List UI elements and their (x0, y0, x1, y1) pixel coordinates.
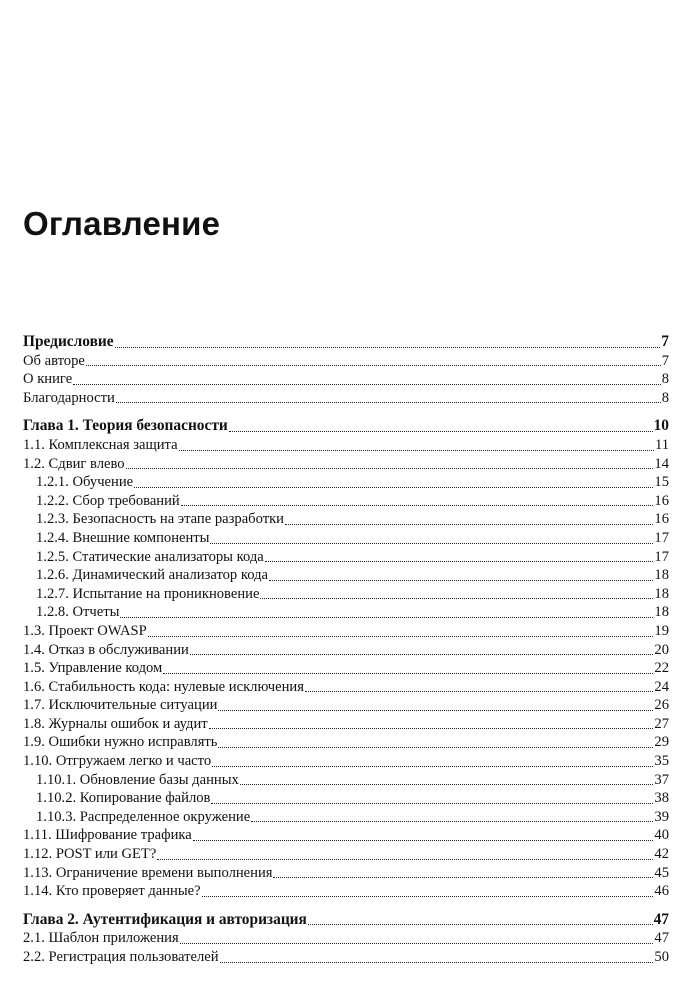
dot-leader (193, 840, 654, 841)
toc-entry[interactable] (23, 641, 669, 660)
toc-group (23, 911, 669, 967)
toc-entry[interactable] (23, 585, 669, 604)
toc-entry-page-number: 8 (661, 389, 669, 406)
toc-entry-page-number: 19 (654, 622, 669, 639)
toc-group (23, 333, 669, 407)
dot-leader (209, 728, 654, 729)
dot-leader (180, 943, 654, 944)
dot-leader (211, 803, 653, 804)
toc-chapter-entry[interactable] (23, 417, 669, 436)
toc-entry-page-number: 26 (654, 697, 669, 714)
toc-entry-label: 1.2.4. Внешние компоненты (36, 529, 210, 546)
toc-entry[interactable] (23, 389, 669, 408)
toc-entry-label: 1.6. Стабильность кода: нулевые исключения (23, 678, 304, 695)
toc-entry[interactable] (23, 929, 669, 948)
toc-entry-label: 2.1. Шаблон приложения (23, 930, 179, 947)
dot-leader (202, 896, 654, 897)
toc-entry-page-number: 16 (654, 492, 669, 509)
toc-entry-page-number: 20 (654, 641, 669, 658)
toc-entry-label: 1.9. Ошибки нужно исправлять (23, 734, 218, 751)
toc-entry[interactable] (23, 948, 669, 967)
dot-leader (73, 384, 661, 385)
toc-entry-label: 1.7. Исключительные ситуации (23, 697, 218, 714)
toc-entry-page-number: 47 (653, 910, 669, 928)
toc-entry-page-number: 22 (654, 660, 669, 677)
toc-entry-page-number: 7 (661, 352, 669, 369)
toc-entry-label: 1.10. Отгружаем легко и часто (23, 753, 212, 770)
toc-entry-label: 1.2.3. Безопасность на этапе разработки (36, 511, 284, 528)
dot-leader (126, 468, 654, 469)
toc-entry[interactable] (23, 473, 669, 492)
toc-entry-page-number: 39 (654, 808, 669, 825)
toc-entry[interactable] (23, 752, 669, 771)
dot-leader (220, 962, 654, 963)
toc-entry-label: 2.2. Регистрация пользователей (23, 949, 219, 965)
toc-entry-label: Предисловие (23, 333, 114, 350)
toc-entry-label: 1.2. Сдвиг влево (23, 455, 125, 472)
toc-entry-page-number: 18 (654, 604, 669, 621)
dot-leader (86, 365, 661, 366)
toc-entry[interactable] (23, 548, 669, 567)
dot-leader (251, 821, 653, 822)
toc-entry[interactable] (23, 845, 669, 864)
toc-entry[interactable] (23, 882, 669, 901)
toc-entry-page-number: 40 (654, 827, 669, 844)
toc-entry[interactable] (23, 696, 669, 715)
toc-entry[interactable] (23, 603, 669, 622)
dot-leader (116, 402, 661, 403)
toc-entry-page-number: 47 (654, 930, 669, 947)
toc-entry-page-number: 17 (654, 529, 669, 546)
toc-entry-page-number: 46 (654, 883, 669, 900)
toc-entry-label: 1.12. POST или GET? (23, 846, 157, 863)
toc-entry-page-number: 42 (654, 846, 669, 863)
toc-entry[interactable] (23, 789, 669, 808)
dot-leader (273, 877, 653, 878)
dot-leader (265, 561, 654, 562)
toc-entry-label: 1.1. Комплексная защита (23, 436, 178, 453)
toc-chapter-entry[interactable] (23, 911, 669, 930)
toc-entry-label: 1.8. Журналы ошибок и аудит (23, 715, 208, 732)
toc-entry[interactable] (23, 864, 669, 883)
dot-leader (210, 543, 653, 544)
toc-entry[interactable] (23, 622, 669, 641)
dot-leader (163, 673, 653, 674)
toc-entry[interactable] (23, 529, 669, 548)
dot-leader (120, 617, 653, 618)
dot-leader (305, 691, 653, 692)
toc-entry[interactable] (23, 436, 669, 455)
dot-leader (181, 505, 654, 506)
toc-entry-page-number: 11 (654, 436, 669, 453)
dot-leader (190, 654, 654, 655)
toc-entry-page-number: 24 (654, 678, 669, 695)
toc-entry[interactable] (23, 678, 669, 697)
toc-entry-label: 1.11. Шифрование трафика (23, 827, 192, 844)
toc-entry-label: 1.3. Проект OWASP (23, 622, 147, 639)
dot-leader (260, 598, 653, 599)
toc-entry-label: 1.13. Ограничение времени выполнения (23, 864, 273, 881)
dot-leader (285, 524, 653, 525)
toc-entry-page-number: 50 (654, 949, 669, 965)
dot-leader (218, 747, 653, 748)
dot-leader (157, 859, 653, 860)
toc-entry-label: 1.10.2. Копирование файлов (36, 790, 211, 807)
toc-chapter-entry[interactable] (23, 333, 669, 352)
toc-entry[interactable] (23, 715, 669, 734)
dot-leader (218, 710, 653, 711)
toc-entry-label: Об авторе (23, 352, 85, 369)
toc-entry[interactable] (23, 455, 669, 474)
table-of-contents (23, 333, 669, 967)
toc-entry[interactable] (23, 370, 669, 389)
toc-entry[interactable] (23, 826, 669, 845)
toc-entry-label: 1.4. Отказ в обслуживании (23, 641, 189, 658)
toc-entry[interactable] (23, 510, 669, 529)
toc-entry-page-number: 35 (654, 753, 669, 770)
toc-entry-label: 1.2.5. Статические анализаторы кода (36, 548, 264, 565)
toc-entry-label: 1.2.6. Динамический анализатор кода (36, 567, 269, 584)
toc-entry-label: 1.10.1. Обновление базы данных (36, 771, 239, 788)
toc-entry-label: 1.14. Кто проверяет данные? (23, 883, 201, 900)
dot-leader (134, 487, 653, 488)
toc-entry[interactable] (23, 808, 669, 827)
toc-entry-page-number: 18 (654, 585, 669, 602)
toc-entry-page-number: 18 (654, 567, 669, 584)
toc-entry-page-number: 7 (661, 333, 669, 350)
dot-leader (148, 636, 654, 637)
toc-entry-page-number: 16 (654, 511, 669, 528)
dot-leader (308, 924, 653, 925)
dot-leader (229, 431, 653, 432)
toc-entry-page-number: 8 (661, 371, 669, 388)
toc-entry-label: Глава 1. Теория безопасности (23, 417, 228, 435)
toc-entry-label: Благодарности (23, 389, 115, 406)
toc-entry-page-number: 45 (654, 864, 669, 881)
toc-entry[interactable] (23, 352, 669, 371)
toc-entry-label: 1.5. Управление кодом (23, 660, 163, 677)
toc-entry-label: 1.2.2. Сбор требований (36, 492, 180, 509)
dot-leader (240, 784, 654, 785)
toc-entry-label: 1.10.3. Распределенное окружение (36, 808, 251, 825)
toc-entry-page-number: 14 (654, 455, 669, 472)
toc-entry[interactable] (23, 566, 669, 585)
toc-entry-page-number: 15 (654, 474, 669, 491)
dot-leader (115, 347, 661, 348)
toc-entry-page-number: 29 (654, 734, 669, 751)
toc-entry[interactable] (23, 771, 669, 790)
dot-leader (269, 580, 653, 581)
toc-entry-label: 1.2.8. Отчеты (36, 604, 120, 621)
dot-leader (179, 450, 654, 451)
toc-entry-page-number: 37 (654, 771, 669, 788)
toc-entry-label: О книге (23, 371, 73, 388)
page-title: Оглавление (23, 205, 221, 242)
toc-entry-page-number: 10 (653, 417, 669, 435)
toc-entry-label: Глава 2. Аутентификация и авторизация (23, 910, 307, 928)
toc-entry-page-number: 27 (654, 715, 669, 732)
toc-group (23, 417, 669, 900)
toc-entry-page-number: 38 (654, 790, 669, 807)
toc-entry-page-number: 17 (654, 548, 669, 565)
toc-entry-label: 1.2.1. Обучение (36, 474, 134, 491)
toc-entry[interactable] (23, 492, 669, 511)
toc-entry[interactable] (23, 733, 669, 752)
toc-entry[interactable] (23, 659, 669, 678)
toc-entry-label: 1.2.7. Испытание на проникновение (36, 585, 260, 602)
dot-leader (212, 766, 653, 767)
